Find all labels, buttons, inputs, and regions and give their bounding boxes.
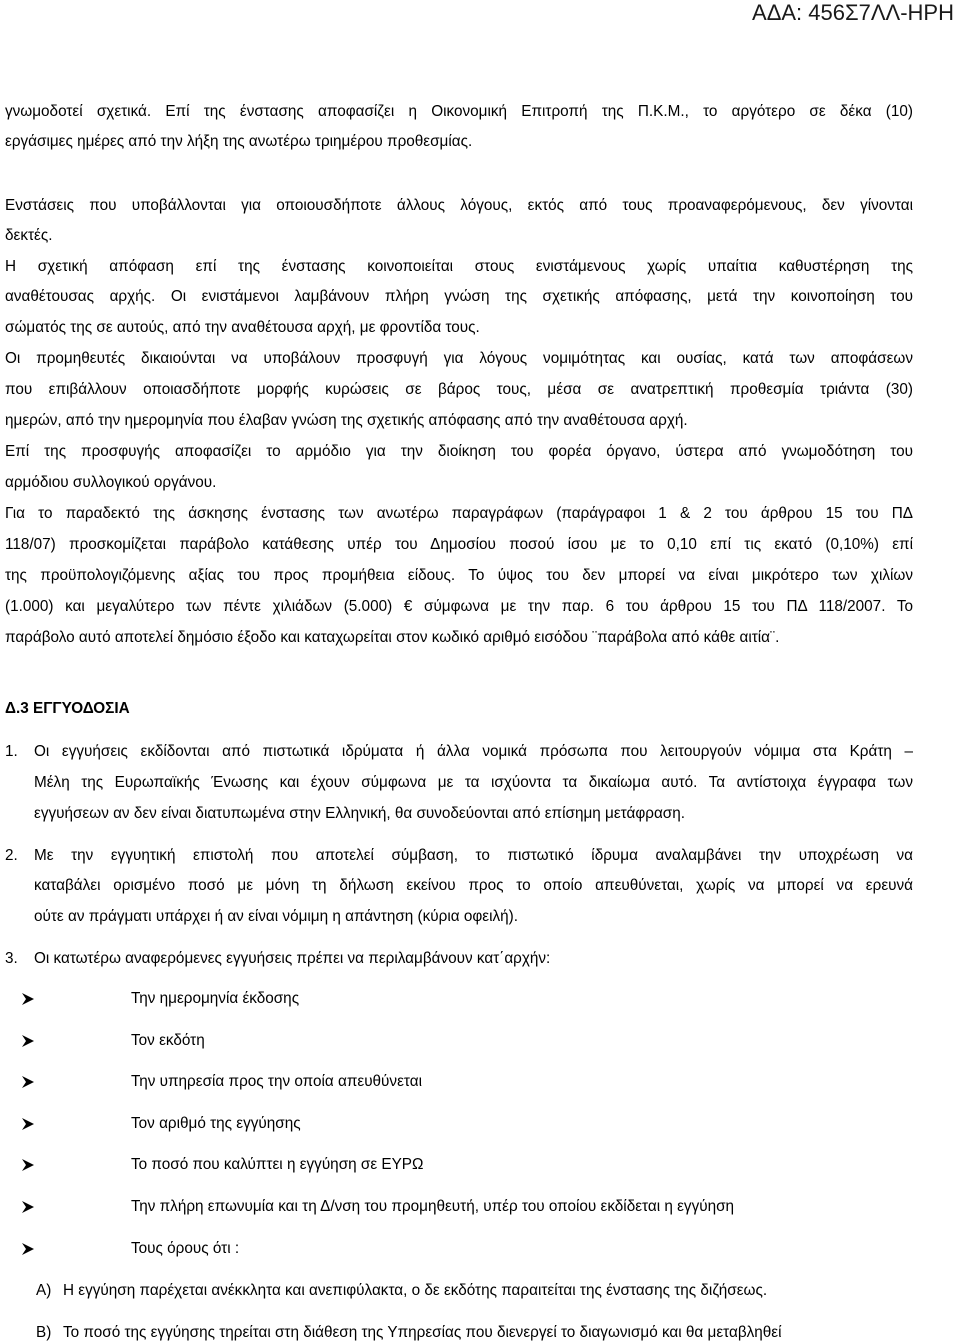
text-line: Η σχετική απόφαση επί της ένστασης κοινοποιείται στους ενιστάμενους χωρίς υπαίτια καθυστέρηση της (5, 258, 913, 275)
arrow-bullet-icon (20, 1199, 36, 1215)
text-line: Με την εγγυητική επιστολή που αποτελεί σύμβαση, το πιστωτικό ίδρυμα αναλαμβάνει την υποχρέωση να (34, 847, 913, 864)
text-line: Επί της προσφυγής αποφασίζει το αρμόδιο για την διοίκηση του φορέα όργανο, ύστερα από γνωμοδότηση του (5, 443, 913, 460)
list-item: Την υπηρεσία προς την οποία απευθύνεται (131, 1073, 422, 1090)
subitem-label: Α) (36, 1282, 52, 1299)
text-line: εργάσιμες ημέρες από την λήξη της ανωτέρω τριημέρου προθεσμίας. (5, 133, 473, 150)
text-line: ημερών, από την ημερομηνία που έλαβαν γνώση της σχετικής απόφασης από την αναθέτουσα αρχή. (5, 412, 688, 429)
text-line: Μέλη της Ευρωπαϊκής Ένωσης και έχουν σύμφωνα με τα ισχύοντα τα δικαίωμα αυτό. Τα αντίστοιχα έγγραφα των (34, 774, 913, 791)
arrow-bullet-icon (20, 1074, 36, 1090)
subitem-text: Το ποσό της εγγύησης τηρείται στη διάθεση της Υπηρεσίας που διενεργεί το διαγωνισμό και θα μεταβληθεί (63, 1324, 782, 1341)
text-line: Για το παραδεκτό της άσκησης ένστασης των ανωτέρω παραγράφων (παράγραφοι 1 & 2 του άρθρου 15 του ΠΔ (5, 505, 913, 522)
arrow-bullet-icon (20, 1157, 36, 1173)
text-line: σώματός της σε αυτούς, από την αναθέτουσα αρχή, με φροντίδα τους. (5, 319, 480, 336)
text-line: παράβολο αυτό αποτελεί δημόσιο έξοδο και καταχωρείται στον κωδικό αριθμό εισόδου ¨παράβολα από κάθε αιτία¨. (5, 629, 780, 646)
text-line: αρμόδιου συλλογικού οργάνου. (5, 474, 217, 491)
arrow-bullet-icon (20, 1116, 36, 1132)
arrow-bullet-icon (20, 1033, 36, 1049)
text-line: Οι εγγυήσεις εκδίδονται από πιστωτικά ιδρύματα ή άλλα νομικά πρόσωπα που λειτουργούν νόμιμα στα Κράτη – (34, 743, 913, 760)
list-item: Τους όρους ότι : (131, 1240, 240, 1257)
arrow-bullet-icon (20, 991, 36, 1007)
subitem-label: Β) (36, 1324, 52, 1341)
item-number: 2. (5, 847, 18, 864)
text-line: γνωμοδοτεί σχετικά. Επί της ένστασης αποφασίζει η Οικονομική Επιτροπή της Π.Κ.Μ., το αργότερο σε δέκα (10) (5, 103, 913, 120)
text-line: καταβάλει ορισμένο ποσό με μόνη τη δήλωση εκείνου προς το οποίο απευθύνεται, χωρίς να μπορεί να ερευνά (34, 877, 913, 894)
text-line: Οι προμηθευτές δικαιούνται να υποβάλουν προσφυγή για λόγους νομιμότητας και ουσίας, κατά των αποφάσεων (5, 350, 913, 367)
text-line: αναθέτουσας αρχής. Οι ενιστάμενοι λαμβάνουν πλήρη γνώση της σχετικής απόφασης, μετά την κοινοποίηση του (5, 288, 913, 305)
section-title: Δ.3 ΕΓΓΥΟΔΟΣΙΑ (5, 700, 130, 717)
text-line: εγγυήσεων αν δεν είναι διατυπωμένα στην Ελληνική, θα συνοδεύονται από επίσημη μετάφραση. (34, 805, 685, 822)
list-item: Τον εκδότη (131, 1032, 205, 1049)
item-number: 1. (5, 743, 18, 760)
subitem-text: Η εγγύηση παρέχεται ανέκκλητα και ανεπιφύλακτα, ο δε εκδότης παραιτείται της ένστασης της διζήσεως. (63, 1282, 768, 1299)
text-line: που επιβάλλουν οποιασδήποτε μορφής κυρώσεις σε βάρος τους, μέσα σε ανατρεπτική προθεσμία τριάντα (30) (5, 381, 913, 398)
arrow-bullet-icon (20, 1241, 36, 1257)
ada-header: ΑΔΑ: 456Σ7ΛΛ-ΗΡΗ (752, 0, 954, 25)
list-item: Τον αριθμό της εγγύησης (131, 1115, 301, 1132)
list-item: Το ποσό που καλύπτει η εγγύηση σε ΕΥΡΩ (131, 1156, 424, 1173)
text-line: ούτε αν πράγματι υπάρχει ή αν είναι νόμιμη η απάντηση (κύρια οφειλή). (34, 908, 518, 925)
item-number: 3. (5, 950, 18, 967)
text-line: (1.000) και μεγαλύτερο των πέντε χιλιάδων (5.000) € σύμφωνα με την παρ. 6 του άρθρου 15 του ΠΔ 118/2007. Το (5, 598, 913, 615)
text-line: Οι κατωτέρω αναφερόμενες εγγυήσεις πρέπει να περιλαμβάνουν κατ΄αρχήν: (34, 950, 551, 967)
text-line: δεκτές. (5, 227, 53, 244)
text-line: Ενστάσεις που υποβάλλονται για οποιουσδήποτε άλλους λόγους, εκτός από τους προαναφερόμενους, δεν γίνονται (5, 197, 913, 214)
list-item: Την πλήρη επωνυμία και τη Δ/νση του προμηθευτή, υπέρ του οποίου εκδίδεται η εγγύηση (131, 1198, 735, 1215)
text-line: της προϋπολογιζόμενης αξίας του προς προμήθεια είδους. Το ύψος του δεν μπορεί να είναι μικρότερο των χιλίων (5, 567, 913, 584)
text-line: 118/07) προσκομίζεται παράβολο κατάθεσης υπέρ του Δημοσίου ποσού ίσου με το 0,10 επί τις εκατό (0,10%) επί (5, 536, 913, 553)
list-item: Την ημερομηνία έκδοσης (131, 990, 300, 1007)
